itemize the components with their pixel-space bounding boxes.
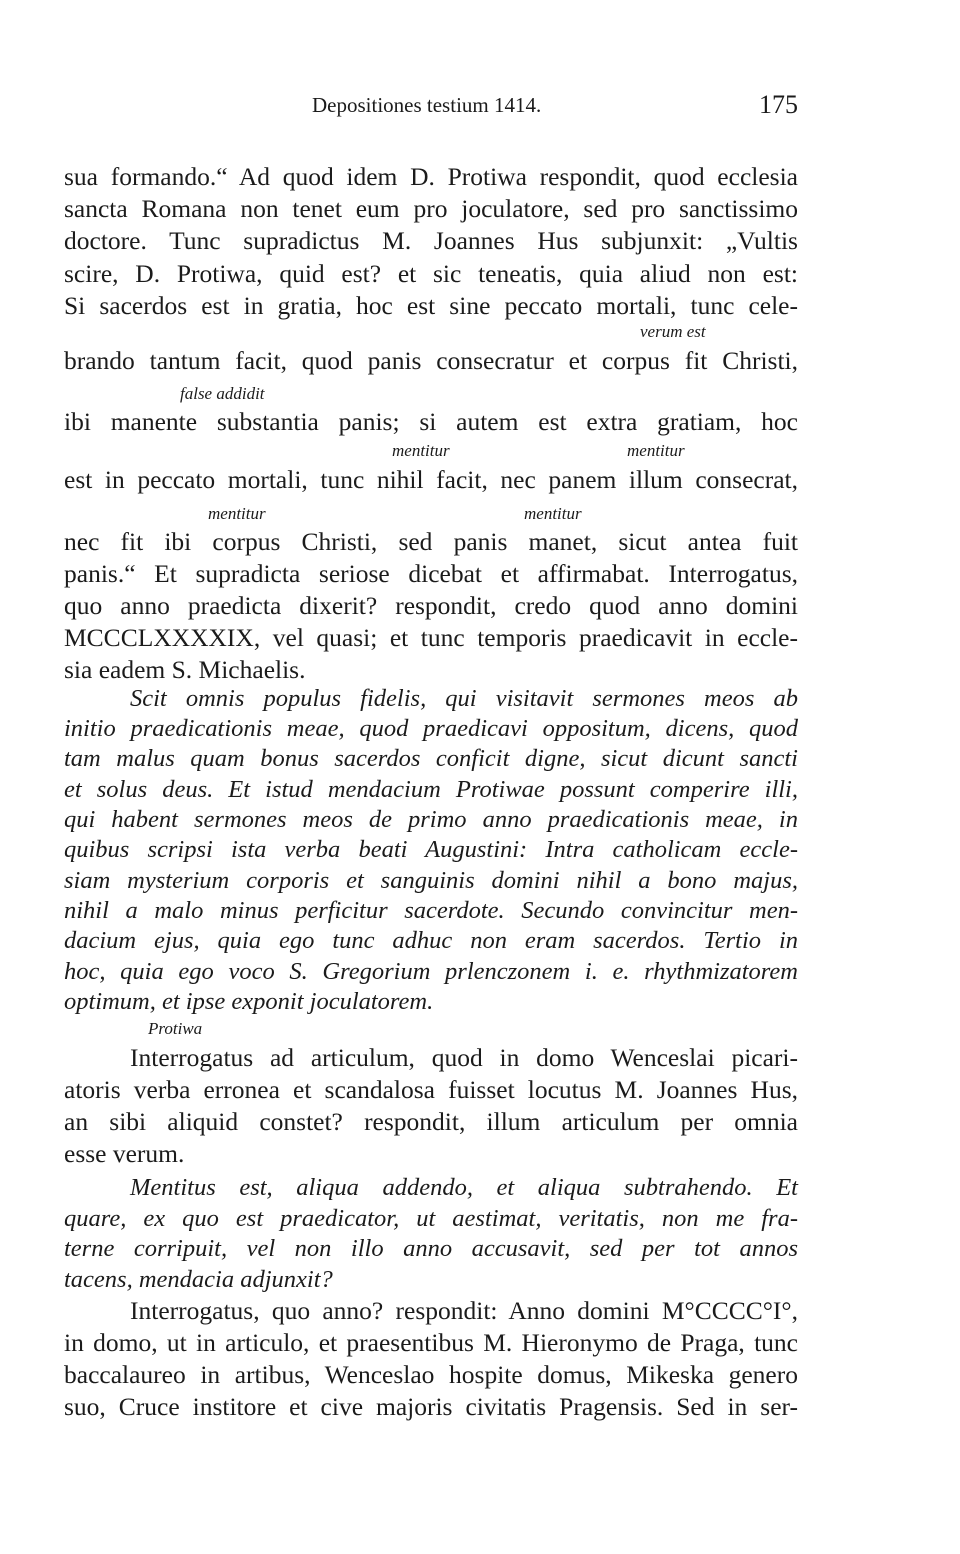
italic-text-line: tam malus quam bonus sacerdos conficit digne, sicut dicunt sancti [64,745,798,772]
text-line: sancta Romana non tenet eum pro joculatore, sed pro sanctissimo [64,194,798,223]
text-line: nec fit ibi corpus Christi, sed panis manet, sicut antea fuit [64,527,798,556]
text-line: suo, Cruce institore et cive majoris civitatis Pragensis. Sed in ser- [64,1392,798,1421]
italic-text-line: et solus deus. Et istud mendacium Protiwae possunt comperire illi, [64,776,798,803]
italic-text-line: siam mysterium corporis et sanguinis domini nihil a bono majus, [64,867,798,894]
interlinear-gloss: false addidit [180,384,265,403]
text-line: Interrogatus, quo anno? respondit: Anno domini M°CCCC°I°, [130,1296,798,1325]
interlinear-gloss: Protiwa [148,1019,203,1038]
interlinear-gloss: mentitur [627,441,685,460]
italic-text-line: qui habent sermones meos de primo anno praedicationis meae, in [64,806,798,833]
text-line: Interrogatus ad articulum, quod in domo Wenceslai picari- [130,1043,798,1072]
page-number: 175 [759,90,798,119]
text-line: sua formando.“ Ad quod idem D. Protiwa respondit, quod ecclesia [64,162,798,191]
text-line: sia eadem S. Michaelis. [64,655,306,684]
text-line: MCCCLXXXXIX, vel quasi; et tunc temporis praedicavit in eccle- [64,623,798,652]
text-line: an sibi aliquid constet? respondit, illum articulum per omnia [64,1107,798,1136]
italic-text-line: optimum, et ipse exponit joculatorem. [64,988,434,1015]
text-line: esse verum. [64,1139,185,1168]
text-line: ibi manente substantia panis; si autem est extra gratiam, hoc [64,407,798,436]
italic-text-line: Scit omnis populus fidelis, qui visitavit sermones meos ab [130,685,798,712]
text-line: doctore. Tunc supradictus M. Joannes Hus subjunxit: „Vultis [64,226,798,255]
text-line: panis.“ Et supradicta seriose dicebat et affirmabat. Interrogatus, [64,559,798,588]
text-line: brando tantum facit, quod panis consecratur et corpus fit Christi, [64,346,798,375]
text-line: baccalaureo in artibus, Wenceslao hospite domus, Mikeska genero [64,1360,798,1389]
interlinear-gloss: mentitur [392,441,450,460]
text-line: quo anno praedicta dixerit? respondit, credo quod anno domini [64,591,798,620]
text-line: atoris verba erronea et scandalosa fuisset locutus M. Joannes Hus, [64,1075,798,1104]
running-header: Depositiones testium 1414. [312,93,542,117]
text-line: Si sacerdos est in gratia, hoc est sine peccato mortali, tunc cele- [64,291,798,320]
italic-text-line: Mentitus est, aliqua addendo, et aliqua subtrahendo. Et [130,1174,798,1201]
interlinear-gloss: mentitur [208,504,266,523]
text-line: est in peccato mortali, tunc nihil facit, nec panem illum consecrat, [64,465,798,494]
italic-text-line: quibus scripsi ista verba beati Augustini: Intra catholicam eccle- [64,836,798,863]
italic-text-line: quare, ex quo est praedicator, ut aestimat, veritatis, non me fra- [64,1205,798,1232]
interlinear-gloss: mentitur [524,504,582,523]
italic-text-line: initio praedicationis meae, quod praedicavi oppositum, dicens, quod [64,715,798,742]
italic-text-line: nihil a malo minus perficitur sacerdote. Secundo convincitur men- [64,897,798,924]
italic-text-line: terne corripuit, vel non illo anno accusavit, sed per tot annos [64,1235,798,1262]
italic-text-line: tacens, mendacia adjunxit? [64,1266,333,1293]
italic-text-line: dacium ejus, quia ego tunc adhuc non eram sacerdos. Tertio in [64,927,798,954]
text-line: in domo, ut in articulo, et praesentibus M. Hieronymo de Praga, tunc [64,1328,798,1357]
italic-text-line: hoc, quia ego voco S. Gregorium prlenczonem i. e. rhythmizatorem [64,958,798,985]
interlinear-gloss: verum est [640,322,706,341]
text-line: scire, D. Protiwa, quid est? et sic teneatis, quia aliud non est: [64,259,798,288]
